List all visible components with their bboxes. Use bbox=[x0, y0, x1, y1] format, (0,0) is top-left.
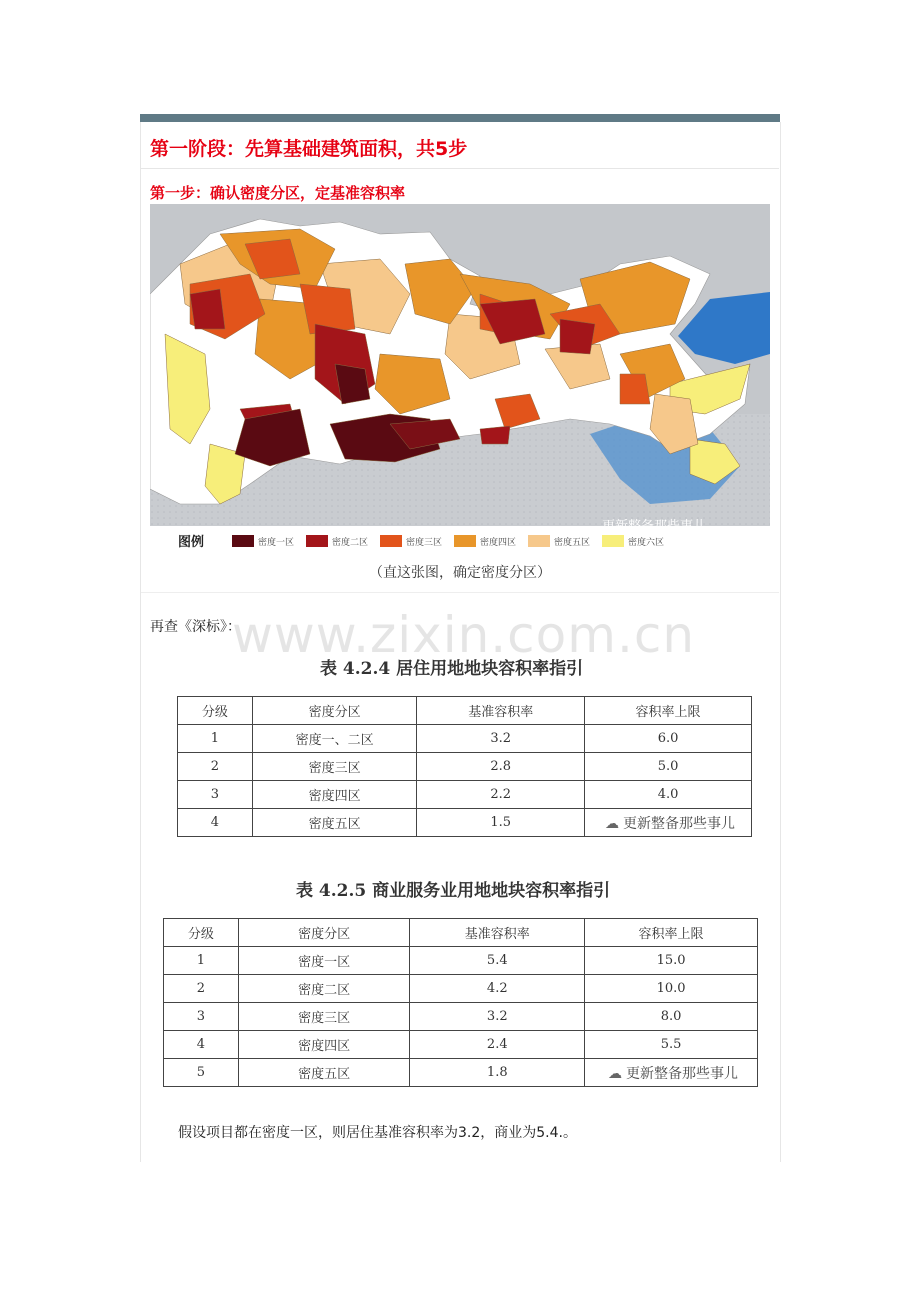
section-heading: 第一阶段：先算基础建筑面积，共5步 bbox=[150, 138, 468, 160]
table-cell: 1.8 bbox=[410, 1059, 585, 1087]
table-cell: 密度一区 bbox=[238, 947, 410, 975]
table-cell: 密度四区 bbox=[238, 1031, 410, 1059]
table-cell: 5 bbox=[164, 1059, 239, 1087]
table-row bbox=[178, 753, 752, 781]
table-header-cell: 容积率上限 bbox=[585, 919, 758, 947]
step-heading: 第一步：确认密度分区，定基准容积率 bbox=[150, 184, 406, 202]
table-row bbox=[178, 809, 752, 837]
table-row bbox=[164, 1059, 758, 1087]
table-header-row bbox=[164, 919, 758, 947]
table-row bbox=[164, 975, 758, 1003]
table-cell: 3 bbox=[164, 1003, 239, 1031]
legend-label: 密度三区 bbox=[406, 538, 443, 548]
residential-far-table bbox=[177, 696, 752, 837]
table-cell: 2.4 bbox=[410, 1031, 585, 1059]
table-cell: 4.2 bbox=[410, 975, 585, 1003]
site-watermark: www.zixin.com.cn bbox=[232, 606, 696, 664]
table-cell: 密度五区 bbox=[252, 809, 417, 837]
table-row bbox=[178, 725, 752, 753]
wechat-icon: ☁ bbox=[608, 1065, 623, 1082]
table-cell: 4.0 bbox=[585, 781, 752, 809]
divider bbox=[141, 168, 779, 169]
legend-label: 密度五区 bbox=[554, 538, 591, 548]
paragraph-conclusion: 假设项目都在密度一区，则居住基准容积率为3.2，商业为5.4.。 bbox=[178, 1125, 577, 1141]
table-cell: 4 bbox=[178, 809, 253, 837]
table-cell: 15.0 bbox=[585, 947, 758, 975]
table-header-cell: 容积率上限 bbox=[585, 697, 752, 725]
table-cell: 1 bbox=[178, 725, 253, 753]
legend-label: 密度二区 bbox=[332, 538, 369, 548]
zone-two-south bbox=[480, 426, 510, 444]
table-cell: 1 bbox=[164, 947, 239, 975]
table-cell: 密度三区 bbox=[238, 1003, 410, 1031]
table-cell: 8.0 bbox=[585, 1003, 758, 1031]
table-cell: 密度四区 bbox=[252, 781, 417, 809]
table-watermark-text: 更新整备那些事儿 bbox=[623, 815, 736, 832]
table-cell: 6.0 bbox=[585, 725, 752, 753]
table-cell: 10.0 bbox=[585, 975, 758, 1003]
table-row bbox=[164, 947, 758, 975]
legend-label: 密度四区 bbox=[480, 538, 517, 548]
table-row bbox=[178, 781, 752, 809]
table-row bbox=[164, 1003, 758, 1031]
table2-title: 表 4.2.5 商业服务业用地地块容积率指引 bbox=[296, 881, 611, 901]
table-cell: 3.2 bbox=[417, 725, 585, 753]
paragraph-lookup: 再查《深标》： bbox=[150, 619, 241, 635]
table-cell: 密度三区 bbox=[252, 753, 417, 781]
table-watermark bbox=[604, 1066, 738, 1082]
table-cell: 4 bbox=[164, 1031, 239, 1059]
table-cell: 5.0 bbox=[585, 753, 752, 781]
table-cell: 密度二区 bbox=[238, 975, 410, 1003]
section-gap bbox=[141, 592, 779, 603]
commercial-far-table bbox=[163, 918, 758, 1087]
map-watermark: 更新整备那些事儿 bbox=[602, 519, 707, 534]
table-header-cell: 密度分区 bbox=[252, 697, 417, 725]
zone-two-east bbox=[560, 319, 595, 354]
table-header-cell: 基准容积率 bbox=[410, 919, 585, 947]
table-header-cell: 密度分区 bbox=[238, 919, 410, 947]
table-cell: 2.8 bbox=[417, 753, 585, 781]
wechat-icon: ☁ bbox=[605, 815, 620, 832]
table-header-cell: 分级 bbox=[164, 919, 239, 947]
map-caption: （直这张图，确定密度分区） bbox=[369, 565, 551, 581]
zone-three-center-e bbox=[620, 374, 650, 404]
legend-swatch bbox=[454, 535, 476, 547]
table-watermark-text: 更新整备那些事儿 bbox=[626, 1065, 739, 1082]
table-cell: 5.4 bbox=[410, 947, 585, 975]
table-header-row bbox=[178, 697, 752, 725]
table-cell: 2 bbox=[178, 753, 253, 781]
table-cell: 3 bbox=[178, 781, 253, 809]
table-cell bbox=[585, 809, 752, 837]
table-row bbox=[164, 1031, 758, 1059]
table-cell bbox=[585, 1059, 758, 1087]
table-cell: 3.2 bbox=[410, 1003, 585, 1031]
legend-swatch bbox=[306, 535, 328, 547]
table-cell: 密度一、二区 bbox=[252, 725, 417, 753]
table-cell: 1.5 bbox=[417, 809, 585, 837]
density-zoning-map bbox=[150, 204, 770, 554]
table-watermark bbox=[601, 816, 735, 832]
legend-swatch bbox=[232, 535, 254, 547]
table1-title: 表 4.2.4 居住用地地块容积率指引 bbox=[320, 659, 584, 679]
table-cell: 2.2 bbox=[417, 781, 585, 809]
legend-label: 密度一区 bbox=[258, 538, 295, 548]
legend-title: 图例 bbox=[178, 535, 205, 550]
legend-swatch bbox=[380, 535, 402, 547]
zone-two-nw bbox=[190, 289, 225, 329]
legend-label: 密度六区 bbox=[628, 538, 665, 548]
top-accent-bar bbox=[140, 114, 780, 122]
table-header-cell: 分级 bbox=[178, 697, 253, 725]
table-cell: 密度五区 bbox=[238, 1059, 410, 1087]
legend-swatch bbox=[602, 535, 624, 547]
table-cell: 5.5 bbox=[585, 1031, 758, 1059]
legend-swatch bbox=[528, 535, 550, 547]
table-header-cell: 基准容积率 bbox=[417, 697, 585, 725]
table-cell: 2 bbox=[164, 975, 239, 1003]
